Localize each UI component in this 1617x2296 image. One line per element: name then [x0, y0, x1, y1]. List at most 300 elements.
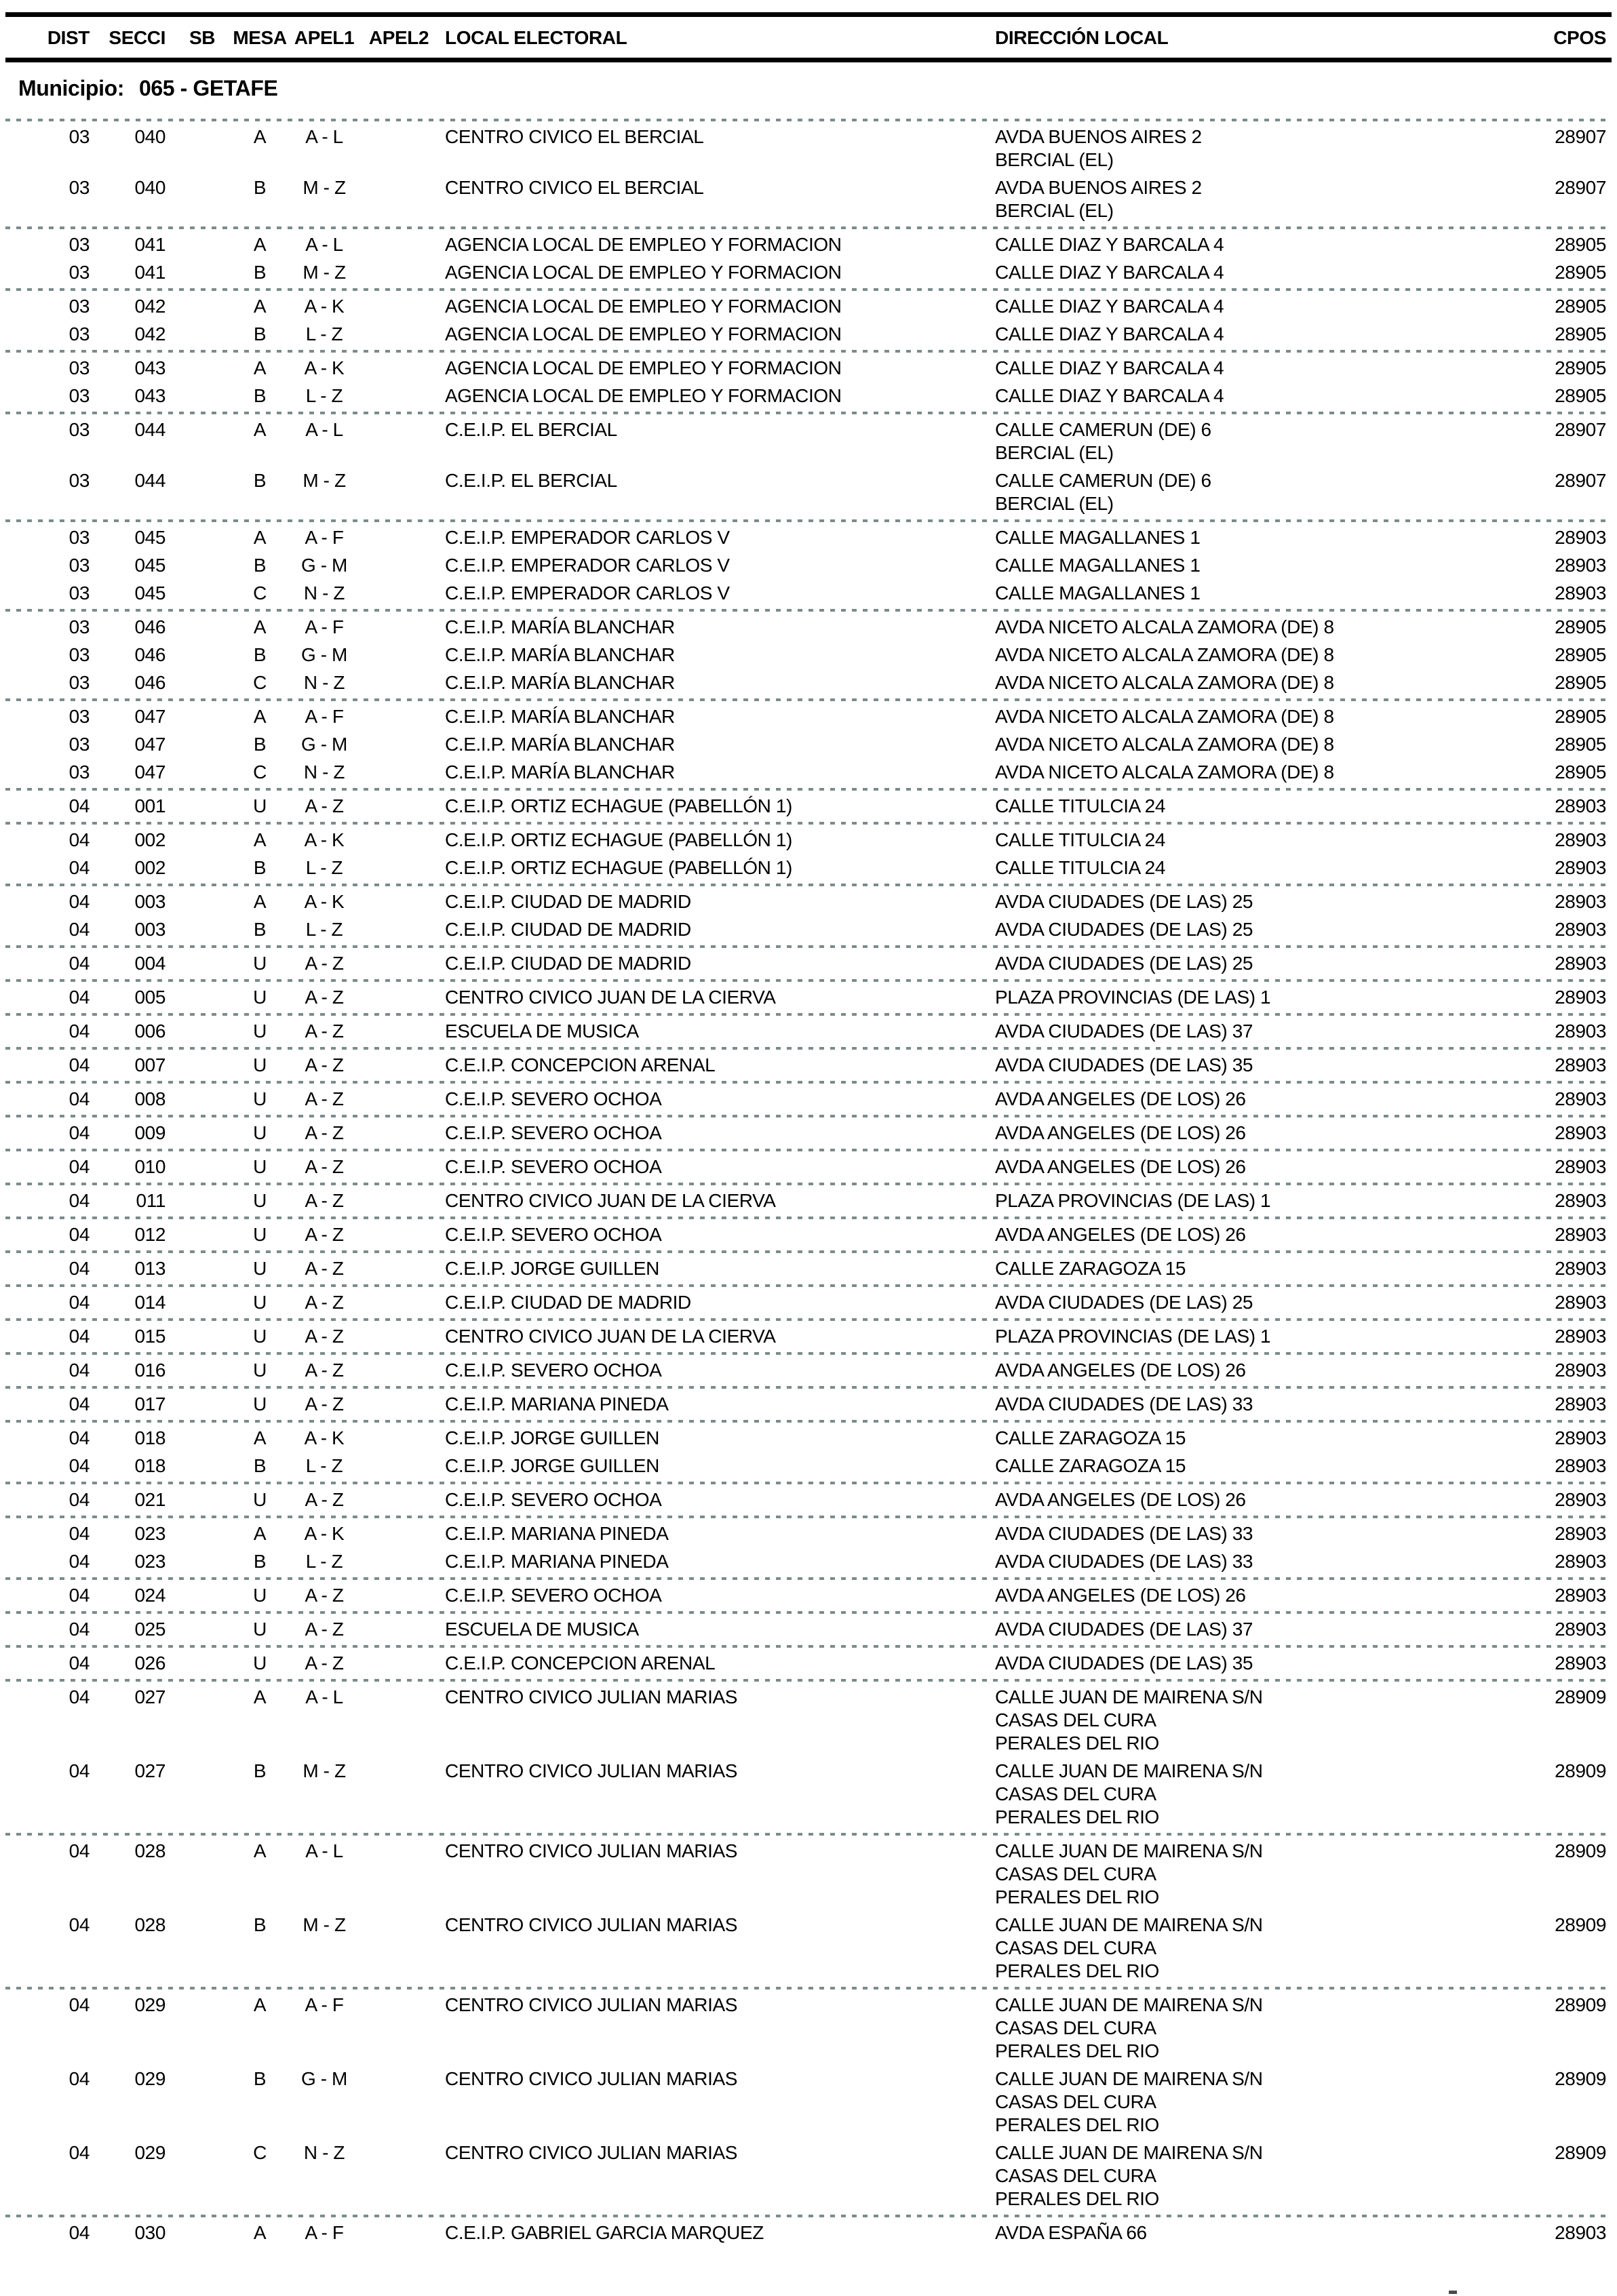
address-line: AVDA ANGELES (DE LOS) 26 — [995, 1088, 1246, 1109]
table-row — [5, 641, 1612, 669]
cell-local-electoral: C.E.I.P. MARÍA BLANCHAR — [445, 671, 675, 693]
cell-dist: 04 — [69, 1257, 90, 1279]
cell-mesa: B — [253, 384, 267, 406]
address-line: AVDA CIUDADES (DE LAS) 33 — [995, 1393, 1253, 1414]
cell-secci: 045 — [134, 554, 165, 576]
table-row — [5, 758, 1612, 786]
section-group — [5, 1288, 1612, 1316]
cell-direccion-local — [986, 616, 1525, 639]
cell-dist: 04 — [69, 1994, 90, 2015]
cell-cpos: 28903 — [1555, 890, 1606, 912]
cell-direccion-local — [986, 582, 1525, 605]
cell-apel1: A - L — [305, 418, 343, 440]
cell-local-electoral: C.E.I.P. CIUDAD DE MADRID — [445, 918, 691, 940]
cell-mesa: A — [253, 1994, 267, 2015]
cell-secci: 026 — [134, 1652, 165, 1674]
cell-local-electoral: C.E.I.P. CONCEPCION ARENAL — [445, 1054, 716, 1075]
cell-direccion-local — [986, 357, 1525, 380]
section-group — [5, 1837, 1612, 1985]
cell-local-electoral: C.E.I.P. SEVERO OCHOA — [445, 1584, 662, 1606]
table-row — [5, 523, 1612, 551]
section-group — [5, 1520, 1612, 1575]
cell-local-electoral: ESCUELA DE MUSICA — [445, 1020, 639, 1042]
cell-apel1: A - Z — [305, 1155, 344, 1177]
address-line: PERALES DEL RIO — [995, 1806, 1159, 1827]
table-row — [5, 1615, 1612, 1643]
cell-local-electoral: C.E.I.P. SEVERO OCHOA — [445, 1488, 662, 1510]
cell-local-electoral: C.E.I.P. ORTIZ ECHAGUE (PABELLÓN 1) — [445, 856, 792, 878]
cell-cpos: 28903 — [1555, 2221, 1606, 2243]
cell-dist: 03 — [69, 671, 90, 693]
cell-apel1: M - Z — [303, 176, 346, 198]
cell-cpos: 28903 — [1555, 1427, 1606, 1448]
section-group — [5, 792, 1612, 820]
cell-apel1: A - Z — [305, 1088, 344, 1109]
cell-secci: 024 — [134, 1584, 165, 1606]
address-line: CALLE CAMERUN (DE) 6 — [995, 418, 1211, 440]
address-line: CALLE TITULCIA 24 — [995, 856, 1166, 878]
cell-secci: 023 — [134, 1550, 165, 1572]
table-row — [5, 792, 1612, 820]
table-row — [5, 1085, 1612, 1113]
cell-direccion-local — [986, 644, 1525, 667]
cell-direccion-local — [986, 295, 1525, 318]
table-row — [5, 1187, 1612, 1214]
cell-dist: 04 — [69, 1618, 90, 1640]
cell-local-electoral: ESCUELA DE MUSICA — [445, 1618, 639, 1640]
cell-direccion-local — [986, 829, 1525, 852]
address-line: PERALES DEL RIO — [995, 1886, 1159, 1907]
cell-local-electoral: C.E.I.P. SEVERO OCHOA — [445, 1359, 662, 1381]
cell-secci: 046 — [134, 644, 165, 665]
section-group — [5, 1187, 1612, 1214]
cell-apel1: A - L — [305, 1686, 343, 1707]
cell-direccion-local — [986, 1155, 1525, 1179]
section-group — [5, 2219, 1612, 2246]
cell-local-electoral: CENTRO CIVICO JULIAN MARIAS — [445, 2067, 738, 2089]
table-row — [5, 983, 1612, 1011]
cell-secci: 047 — [134, 761, 165, 783]
address-line: CALLE JUAN DE MAIRENA S/N — [995, 1914, 1263, 1935]
table-row — [5, 123, 1612, 174]
cell-direccion-local — [986, 418, 1525, 464]
dotted-separator — [5, 1047, 1612, 1050]
table-row — [5, 1757, 1612, 1831]
cell-apel1: G - M — [301, 733, 347, 755]
column-header-secci: SECCI — [109, 27, 165, 48]
section-group — [5, 1153, 1612, 1181]
cell-cpos: 28903 — [1555, 856, 1606, 878]
dotted-separator — [5, 1420, 1612, 1423]
cell-local-electoral: CENTRO CIVICO JULIAN MARIAS — [445, 1994, 738, 2015]
table-row — [5, 1649, 1612, 1677]
cell-secci: 023 — [134, 1522, 165, 1544]
cell-local-electoral: C.E.I.P. CONCEPCION ARENAL — [445, 1652, 716, 1674]
cell-dist: 04 — [69, 1020, 90, 1042]
address-line: AVDA ANGELES (DE LOS) 26 — [995, 1155, 1246, 1177]
address-line: AVDA BUENOS AIRES 2 — [995, 125, 1202, 147]
cell-local-electoral: AGENCIA LOCAL DE EMPLEO Y FORMACION — [445, 323, 842, 344]
cell-dist: 03 — [69, 261, 90, 283]
cell-cpos: 28903 — [1555, 1325, 1606, 1347]
cell-direccion-local — [986, 1427, 1525, 1450]
table-header-row — [5, 17, 1612, 58]
address-line: CALLE CAMERUN (DE) 6 — [995, 469, 1211, 491]
cell-direccion-local — [986, 1760, 1525, 1829]
cell-secci: 028 — [134, 1840, 165, 1861]
cell-secci: 029 — [134, 2067, 165, 2089]
cell-dist: 04 — [69, 986, 90, 1008]
cell-dist: 04 — [69, 1189, 90, 1211]
cell-direccion-local — [986, 384, 1525, 408]
cell-apel1: A - K — [304, 1427, 345, 1448]
table-row — [5, 551, 1612, 579]
section-group — [5, 1581, 1612, 1609]
table-row — [5, 1547, 1612, 1575]
cell-dist: 03 — [69, 176, 90, 198]
address-line: CASAS DEL CURA — [995, 2164, 1156, 2186]
cell-apel1: L - Z — [305, 856, 343, 878]
cell-mesa: A — [253, 295, 267, 317]
cell-direccion-local — [986, 1325, 1525, 1348]
cell-mesa: A — [253, 1522, 267, 1544]
cell-apel1: A - Z — [305, 1584, 344, 1606]
table-row — [5, 2139, 1612, 2213]
cell-direccion-local — [986, 1020, 1525, 1043]
cell-apel1: A - Z — [305, 1325, 344, 1347]
dotted-separator — [5, 822, 1612, 825]
cell-cpos: 28909 — [1555, 1994, 1606, 2015]
cell-mesa: U — [253, 1122, 267, 1143]
table-row — [5, 854, 1612, 882]
cell-dist: 03 — [69, 469, 90, 491]
cell-secci: 042 — [134, 295, 165, 317]
table-row — [5, 702, 1612, 730]
cell-direccion-local — [986, 2067, 1525, 2137]
address-line: PLAZA PROVINCIAS (DE LAS) 1 — [995, 1325, 1271, 1347]
cell-mesa: B — [253, 1760, 267, 1781]
cell-secci: 012 — [134, 1223, 165, 1245]
cell-dist: 04 — [69, 1522, 90, 1544]
cell-dist: 03 — [69, 384, 90, 406]
municipio-value: 065 - GETAFE — [138, 76, 278, 100]
cell-secci: 007 — [134, 1054, 165, 1075]
address-line: CASAS DEL CURA — [995, 2017, 1156, 2038]
dotted-separator — [5, 1250, 1612, 1253]
section-group — [5, 1085, 1612, 1113]
cell-direccion-local — [986, 261, 1525, 284]
address-line: CALLE MAGALLANES 1 — [995, 526, 1201, 548]
cell-cpos: 28903 — [1555, 1584, 1606, 1606]
section-group — [5, 1119, 1612, 1147]
table-row — [5, 1322, 1612, 1350]
cell-dist: 03 — [69, 761, 90, 783]
cell-cpos: 28905 — [1555, 644, 1606, 665]
address-line: AVDA BUENOS AIRES 2 — [995, 176, 1202, 198]
table-row — [5, 231, 1612, 258]
cell-mesa: U — [253, 1257, 267, 1279]
section-group — [5, 1017, 1612, 1045]
cell-direccion-local — [986, 1522, 1525, 1545]
address-line: CALLE ZARAGOZA 15 — [995, 1454, 1186, 1476]
dotted-separator — [5, 1115, 1612, 1117]
column-header-apel1: APEL1 — [294, 27, 355, 48]
cell-dist: 04 — [69, 1454, 90, 1476]
cell-direccion-local — [986, 1088, 1525, 1111]
section-group — [5, 1683, 1612, 1831]
section-group — [5, 1615, 1612, 1643]
cell-mesa: B — [253, 1914, 267, 1935]
dotted-separator — [5, 519, 1612, 522]
address-line: AVDA NICETO ALCALA ZAMORA (DE) 8 — [995, 644, 1334, 665]
cell-dist: 03 — [69, 644, 90, 665]
section-group — [5, 949, 1612, 977]
cell-mesa: U — [253, 1155, 267, 1177]
address-line: CALLE JUAN DE MAIRENA S/N — [995, 1994, 1263, 2015]
cell-apel1: L - Z — [305, 918, 343, 940]
dotted-separator — [5, 1318, 1612, 1321]
cell-local-electoral: C.E.I.P. GABRIEL GARCIA MARQUEZ — [445, 2221, 764, 2243]
cell-dist: 04 — [69, 1488, 90, 1510]
table-row — [5, 888, 1612, 915]
cell-mesa: A — [253, 418, 267, 440]
dotted-separator — [5, 1482, 1612, 1484]
cell-apel1: A - L — [305, 1840, 343, 1861]
cell-direccion-local — [986, 2141, 1525, 2211]
cell-secci: 017 — [134, 1393, 165, 1414]
table-row — [5, 1390, 1612, 1418]
cell-direccion-local — [986, 1584, 1525, 1607]
cell-mesa: B — [253, 261, 267, 283]
table-row — [5, 579, 1612, 607]
table-row — [5, 826, 1612, 854]
section-group — [5, 1051, 1612, 1079]
cell-mesa: B — [253, 2067, 267, 2089]
top-rule — [5, 12, 1612, 17]
cell-secci: 027 — [134, 1760, 165, 1781]
cell-direccion-local — [986, 469, 1525, 515]
cell-dist: 04 — [69, 2067, 90, 2089]
address-line: AVDA CIUDADES (DE LAS) 33 — [995, 1522, 1253, 1544]
cell-direccion-local — [986, 1840, 1525, 1909]
address-line: BERCIAL (EL) — [995, 149, 1114, 170]
cell-mesa: B — [253, 1454, 267, 1476]
cell-cpos: 28903 — [1555, 582, 1606, 603]
cell-local-electoral: AGENCIA LOCAL DE EMPLEO Y FORMACION — [445, 233, 842, 255]
cell-mesa: B — [253, 1550, 267, 1572]
address-line: BERCIAL (EL) — [995, 441, 1114, 463]
cell-local-electoral: C.E.I.P. MARÍA BLANCHAR — [445, 705, 675, 727]
cell-dist: 04 — [69, 1686, 90, 1707]
cell-apel1: N - Z — [303, 2141, 345, 2163]
cell-mesa: A — [253, 526, 267, 548]
cell-direccion-local — [986, 233, 1525, 256]
address-line: AVDA ANGELES (DE LOS) 26 — [995, 1488, 1246, 1510]
cell-dist: 04 — [69, 795, 90, 816]
cell-apel1: A - F — [305, 705, 344, 727]
cell-local-electoral: C.E.I.P. MARÍA BLANCHAR — [445, 761, 675, 783]
cell-local-electoral: AGENCIA LOCAL DE EMPLEO Y FORMACION — [445, 261, 842, 283]
address-line: AVDA NICETO ALCALA ZAMORA (DE) 8 — [995, 705, 1334, 727]
section-group — [5, 523, 1612, 607]
cell-secci: 027 — [134, 1686, 165, 1707]
cell-cpos: 28905 — [1555, 233, 1606, 255]
cell-direccion-local — [986, 125, 1525, 172]
cell-secci: 016 — [134, 1359, 165, 1381]
cell-direccion-local — [986, 176, 1525, 222]
cell-local-electoral: C.E.I.P. JORGE GUILLEN — [445, 1454, 659, 1476]
dotted-separator — [5, 1645, 1612, 1648]
cell-local-electoral: C.E.I.P. EL BERCIAL — [445, 418, 617, 440]
cell-cpos: 28909 — [1555, 2067, 1606, 2089]
cell-direccion-local — [986, 1652, 1525, 1675]
section-group — [5, 1424, 1612, 1480]
header-bottom-rule — [5, 58, 1612, 62]
cell-direccion-local — [986, 526, 1525, 549]
cell-apel1: L - Z — [305, 1550, 343, 1572]
cell-local-electoral: CENTRO CIVICO JUAN DE LA CIERVA — [445, 1325, 776, 1347]
cell-secci: 008 — [134, 1088, 165, 1109]
address-line: CALLE MAGALLANES 1 — [995, 582, 1201, 603]
dotted-separator — [5, 1577, 1612, 1580]
table-row — [5, 416, 1612, 467]
cell-dist: 04 — [69, 918, 90, 940]
cell-cpos: 28907 — [1555, 176, 1606, 198]
address-line: CALLE MAGALLANES 1 — [995, 554, 1201, 576]
table-row — [5, 292, 1612, 320]
address-line: AVDA CIUDADES (DE LAS) 25 — [995, 1291, 1253, 1313]
cell-local-electoral: CENTRO CIVICO JULIAN MARIAS — [445, 2141, 738, 2163]
address-line: AVDA ANGELES (DE LOS) 26 — [995, 1122, 1246, 1143]
address-line: CALLE JUAN DE MAIRENA S/N — [995, 2067, 1263, 2089]
address-line: CALLE TITULCIA 24 — [995, 795, 1166, 816]
table-row — [5, 730, 1612, 758]
dotted-separator — [5, 1352, 1612, 1355]
cell-direccion-local — [986, 1994, 1525, 2063]
table-row — [5, 915, 1612, 943]
dotted-separator — [5, 945, 1612, 948]
cell-secci: 004 — [134, 952, 165, 974]
cell-local-electoral: C.E.I.P. MARÍA BLANCHAR — [445, 733, 675, 755]
cell-cpos: 28903 — [1555, 986, 1606, 1008]
cell-secci: 018 — [134, 1454, 165, 1476]
address-line: CALLE DIAZ Y BARCALA 4 — [995, 295, 1224, 317]
cell-dist: 04 — [69, 1550, 90, 1572]
table-row — [5, 2219, 1612, 2246]
cell-secci: 003 — [134, 890, 165, 912]
table-row — [5, 1424, 1612, 1452]
cell-local-electoral: C.E.I.P. MARIANA PINEDA — [445, 1522, 669, 1544]
cell-apel1: A - K — [304, 357, 345, 378]
cell-dist: 04 — [69, 890, 90, 912]
cell-secci: 011 — [136, 1189, 165, 1211]
cell-local-electoral: C.E.I.P. SEVERO OCHOA — [445, 1155, 662, 1177]
address-line: CASAS DEL CURA — [995, 1783, 1156, 1804]
dotted-separator — [5, 2215, 1612, 2217]
address-line: AVDA NICETO ALCALA ZAMORA (DE) 8 — [995, 616, 1334, 637]
section-group — [5, 1322, 1612, 1350]
address-line: AVDA CIUDADES (DE LAS) 25 — [995, 952, 1253, 974]
dotted-separator — [5, 1516, 1612, 1518]
cell-apel1: A - F — [305, 2221, 344, 2243]
cell-secci: 040 — [134, 125, 165, 147]
table-row — [5, 174, 1612, 224]
cell-cpos: 28903 — [1555, 1550, 1606, 1572]
address-line: CALLE DIAZ Y BARCALA 4 — [995, 384, 1224, 406]
cell-local-electoral: C.E.I.P. MARÍA BLANCHAR — [445, 616, 675, 637]
cell-cpos: 28903 — [1555, 1189, 1606, 1211]
cell-secci: 021 — [134, 1488, 165, 1510]
table-row — [5, 1520, 1612, 1547]
cell-dist: 03 — [69, 125, 90, 147]
cell-direccion-local — [986, 323, 1525, 346]
cell-secci: 005 — [134, 986, 165, 1008]
cell-apel1: M - Z — [303, 469, 346, 491]
cell-apel1: M - Z — [303, 1760, 346, 1781]
cell-local-electoral: C.E.I.P. EL BERCIAL — [445, 469, 617, 491]
cell-mesa: A — [253, 705, 267, 727]
cell-direccion-local — [986, 1359, 1525, 1382]
cell-apel1: A - Z — [305, 1257, 344, 1279]
cell-secci: 041 — [134, 261, 165, 283]
table-row — [5, 949, 1612, 977]
cell-cpos: 28905 — [1555, 357, 1606, 378]
cell-direccion-local — [986, 1454, 1525, 1478]
cell-apel1: A - Z — [305, 1189, 344, 1211]
cell-apel1: A - Z — [305, 1122, 344, 1143]
cell-secci: 045 — [134, 582, 165, 603]
cell-dist: 04 — [69, 952, 90, 974]
table-row — [5, 1017, 1612, 1045]
dotted-separator — [5, 1284, 1612, 1287]
cell-local-electoral: C.E.I.P. CIUDAD DE MADRID — [445, 952, 691, 974]
cell-local-electoral: C.E.I.P. ORTIZ ECHAGUE (PABELLÓN 1) — [445, 829, 792, 850]
column-header-direccion: DIRECCIÓN LOCAL — [995, 27, 1169, 48]
address-line: AVDA CIUDADES (DE LAS) 33 — [995, 1550, 1253, 1572]
column-header-dist: DIST — [47, 27, 90, 48]
cell-direccion-local — [986, 761, 1525, 784]
address-line: AVDA ESPAÑA 66 — [995, 2221, 1147, 2243]
table-row — [5, 669, 1612, 696]
cell-mesa: U — [253, 1584, 267, 1606]
table-row — [5, 2065, 1612, 2139]
table-row — [5, 1119, 1612, 1147]
cell-local-electoral: C.E.I.P. MARIANA PINEDA — [445, 1393, 669, 1414]
cell-direccion-local — [986, 1257, 1525, 1280]
table-row — [5, 1486, 1612, 1513]
table-row — [5, 1837, 1612, 1911]
cell-cpos: 28903 — [1555, 1223, 1606, 1245]
cell-cpos: 28903 — [1555, 1652, 1606, 1674]
address-line: BERCIAL (EL) — [995, 492, 1114, 514]
cell-secci: 018 — [134, 1427, 165, 1448]
cell-mesa: U — [253, 1488, 267, 1510]
cell-direccion-local — [986, 705, 1525, 728]
cell-mesa: C — [253, 2141, 267, 2163]
cell-mesa: U — [253, 1359, 267, 1381]
table-row — [5, 258, 1612, 286]
cell-apel1: G - M — [301, 644, 347, 665]
cell-mesa: U — [253, 1189, 267, 1211]
cell-dist: 03 — [69, 233, 90, 255]
cell-dist: 03 — [69, 357, 90, 378]
cell-secci: 028 — [134, 1914, 165, 1935]
cell-cpos: 28903 — [1555, 526, 1606, 548]
cell-local-electoral: CENTRO CIVICO JUAN DE LA CIERVA — [445, 986, 776, 1008]
cell-dist: 04 — [69, 1291, 90, 1313]
address-line: AVDA CIUDADES (DE LAS) 25 — [995, 918, 1253, 940]
cell-cpos: 28907 — [1555, 418, 1606, 440]
